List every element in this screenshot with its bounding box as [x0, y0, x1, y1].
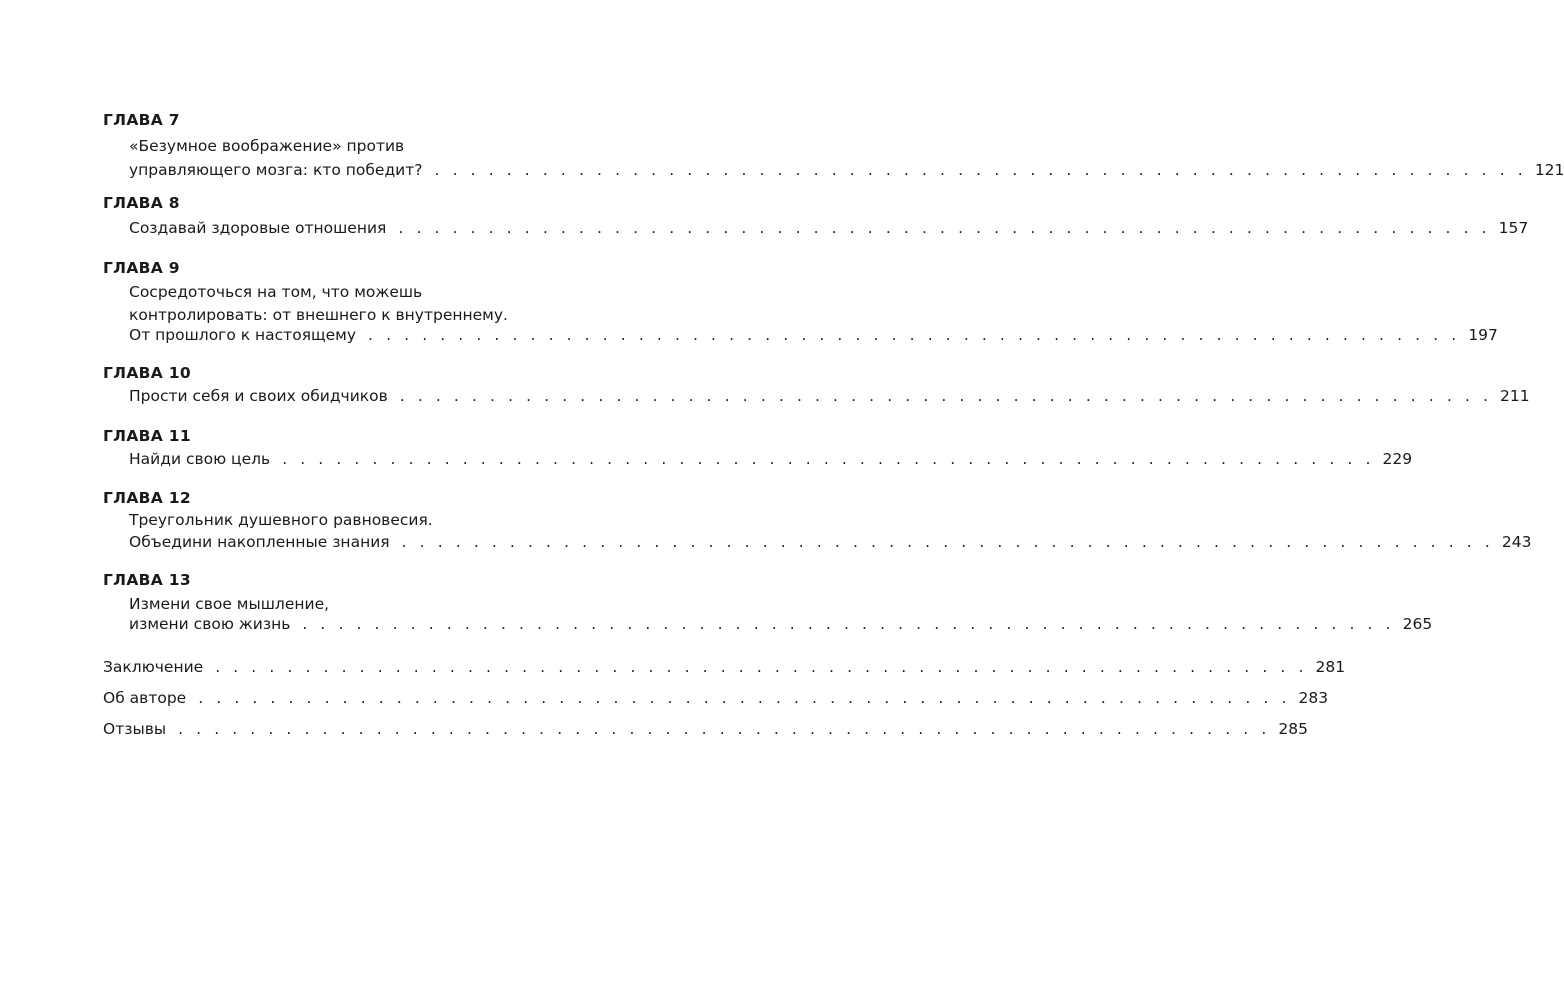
- chapter-heading: ГЛАВА 7: [103, 111, 180, 129]
- page-number: 285: [1278, 720, 1308, 738]
- toc-entry-conclusion[interactable]: [103, 657, 1346, 677]
- dot-leader: . . . . . . . . . . . . . . . . . . . . . . . . . . . . . . . . . . . . . . . . . . . . . . . . . . . . . . . . . . . . .: [399, 387, 1493, 405]
- dot-leader: . . . . . . . . . . . . . . . . . . . . . . . . . . . . . . . . . . . . . . . . . . . . . . . . . . . . . . . . . . . . .: [282, 450, 1375, 468]
- page-number: 283: [1298, 689, 1329, 707]
- chapter-title-line: Сосредоточься на том, что можешь: [129, 283, 423, 301]
- chapter-heading: ГЛАВА 8: [103, 194, 180, 212]
- page-number: 265: [1402, 615, 1433, 633]
- chapter-title-line: Создавай здоровые отношения: [129, 219, 387, 237]
- chapter-title-line: Прости себя и своих обидчиков: [129, 387, 388, 405]
- chapter-title-line: измени свою жизнь: [129, 615, 291, 633]
- dot-leader: . . . . . . . . . . . . . . . . . . . . . . . . . . . . . . . . . . . . . . . . . . . . . . . . . . . . . . . . . . . . .: [215, 658, 1308, 676]
- page-number: 211: [1500, 387, 1530, 405]
- toc-entry[interactable]: [129, 614, 1433, 634]
- page-number: 197: [1468, 326, 1498, 344]
- dot-leader: . . . . . . . . . . . . . . . . . . . . . . . . . . . . . . . . . . . . . . . . . . . . . . . . . . . . . . . . . . . . .: [368, 326, 1461, 344]
- dot-leader: . . . . . . . . . . . . . . . . . . . . . . . . . . . . . . . . . . . . . . . . . . . . . . . . . . . . . . . . . . . . .: [434, 161, 1527, 179]
- chapter-title-line: Треугольник душевного равновесия.: [129, 511, 433, 529]
- dot-leader: . . . . . . . . . . . . . . . . . . . . . . . . . . . . . . . . . . . . . . . . . . . . . . . . . . . . . . . . . . . . .: [302, 615, 1395, 633]
- entry-title: Заключение: [103, 658, 204, 676]
- chapter-title-line: От прошлого к настоящему: [129, 326, 357, 344]
- toc-entry[interactable]: [129, 160, 1564, 180]
- entry-title: Отзывы: [103, 720, 167, 738]
- toc-entry-reviews[interactable]: [103, 719, 1308, 739]
- chapter-title-line: контролировать: от внешнего к внутреннему.: [129, 306, 508, 324]
- chapter-title-line: управляющего мозга: кто победит?: [129, 161, 423, 179]
- dot-leader: . . . . . . . . . . . . . . . . . . . . . . . . . . . . . . . . . . . . . . . . . . . . . . . . . . . . . . . . . . . . .: [398, 219, 1491, 237]
- chapter-heading: ГЛАВА 12: [103, 489, 191, 507]
- chapter-heading: ГЛАВА 11: [103, 427, 191, 445]
- entry-title: Об авторе: [103, 689, 187, 707]
- page-number: 121: [1534, 161, 1564, 179]
- toc-entry[interactable]: [129, 532, 1532, 552]
- toc-entry[interactable]: [129, 218, 1529, 238]
- dot-leader: . . . . . . . . . . . . . . . . . . . . . . . . . . . . . . . . . . . . . . . . . . . . . . . . . . . . . . . . . . . . .: [178, 720, 1271, 738]
- toc-entry[interactable]: [129, 325, 1498, 345]
- toc-entry[interactable]: [129, 386, 1530, 406]
- page-number: 157: [1498, 219, 1529, 237]
- chapter-heading: ГЛАВА 9: [103, 259, 180, 277]
- chapter-title-line: «Безумное воображение» против: [129, 137, 405, 155]
- chapter-heading: ГЛАВА 10: [103, 364, 191, 382]
- toc-entry[interactable]: [129, 449, 1413, 469]
- chapter-title-line: Измени свое мышление,: [129, 595, 330, 613]
- page-number: 229: [1382, 450, 1413, 468]
- page-number: 281: [1315, 658, 1346, 676]
- toc-entry-about-author[interactable]: [103, 688, 1329, 708]
- chapter-title-line: Найди свою цель: [129, 450, 271, 468]
- chapter-title-line: Объедини накопленные знания: [129, 533, 390, 551]
- dot-leader: . . . . . . . . . . . . . . . . . . . . . . . . . . . . . . . . . . . . . . . . . . . . . . . . . . . . . . . . . . . . .: [198, 689, 1291, 707]
- dot-leader: . . . . . . . . . . . . . . . . . . . . . . . . . . . . . . . . . . . . . . . . . . . . . . . . . . . . . . . . . . . . .: [401, 533, 1494, 551]
- chapter-heading: ГЛАВА 13: [103, 571, 191, 589]
- page-number: 243: [1501, 533, 1532, 551]
